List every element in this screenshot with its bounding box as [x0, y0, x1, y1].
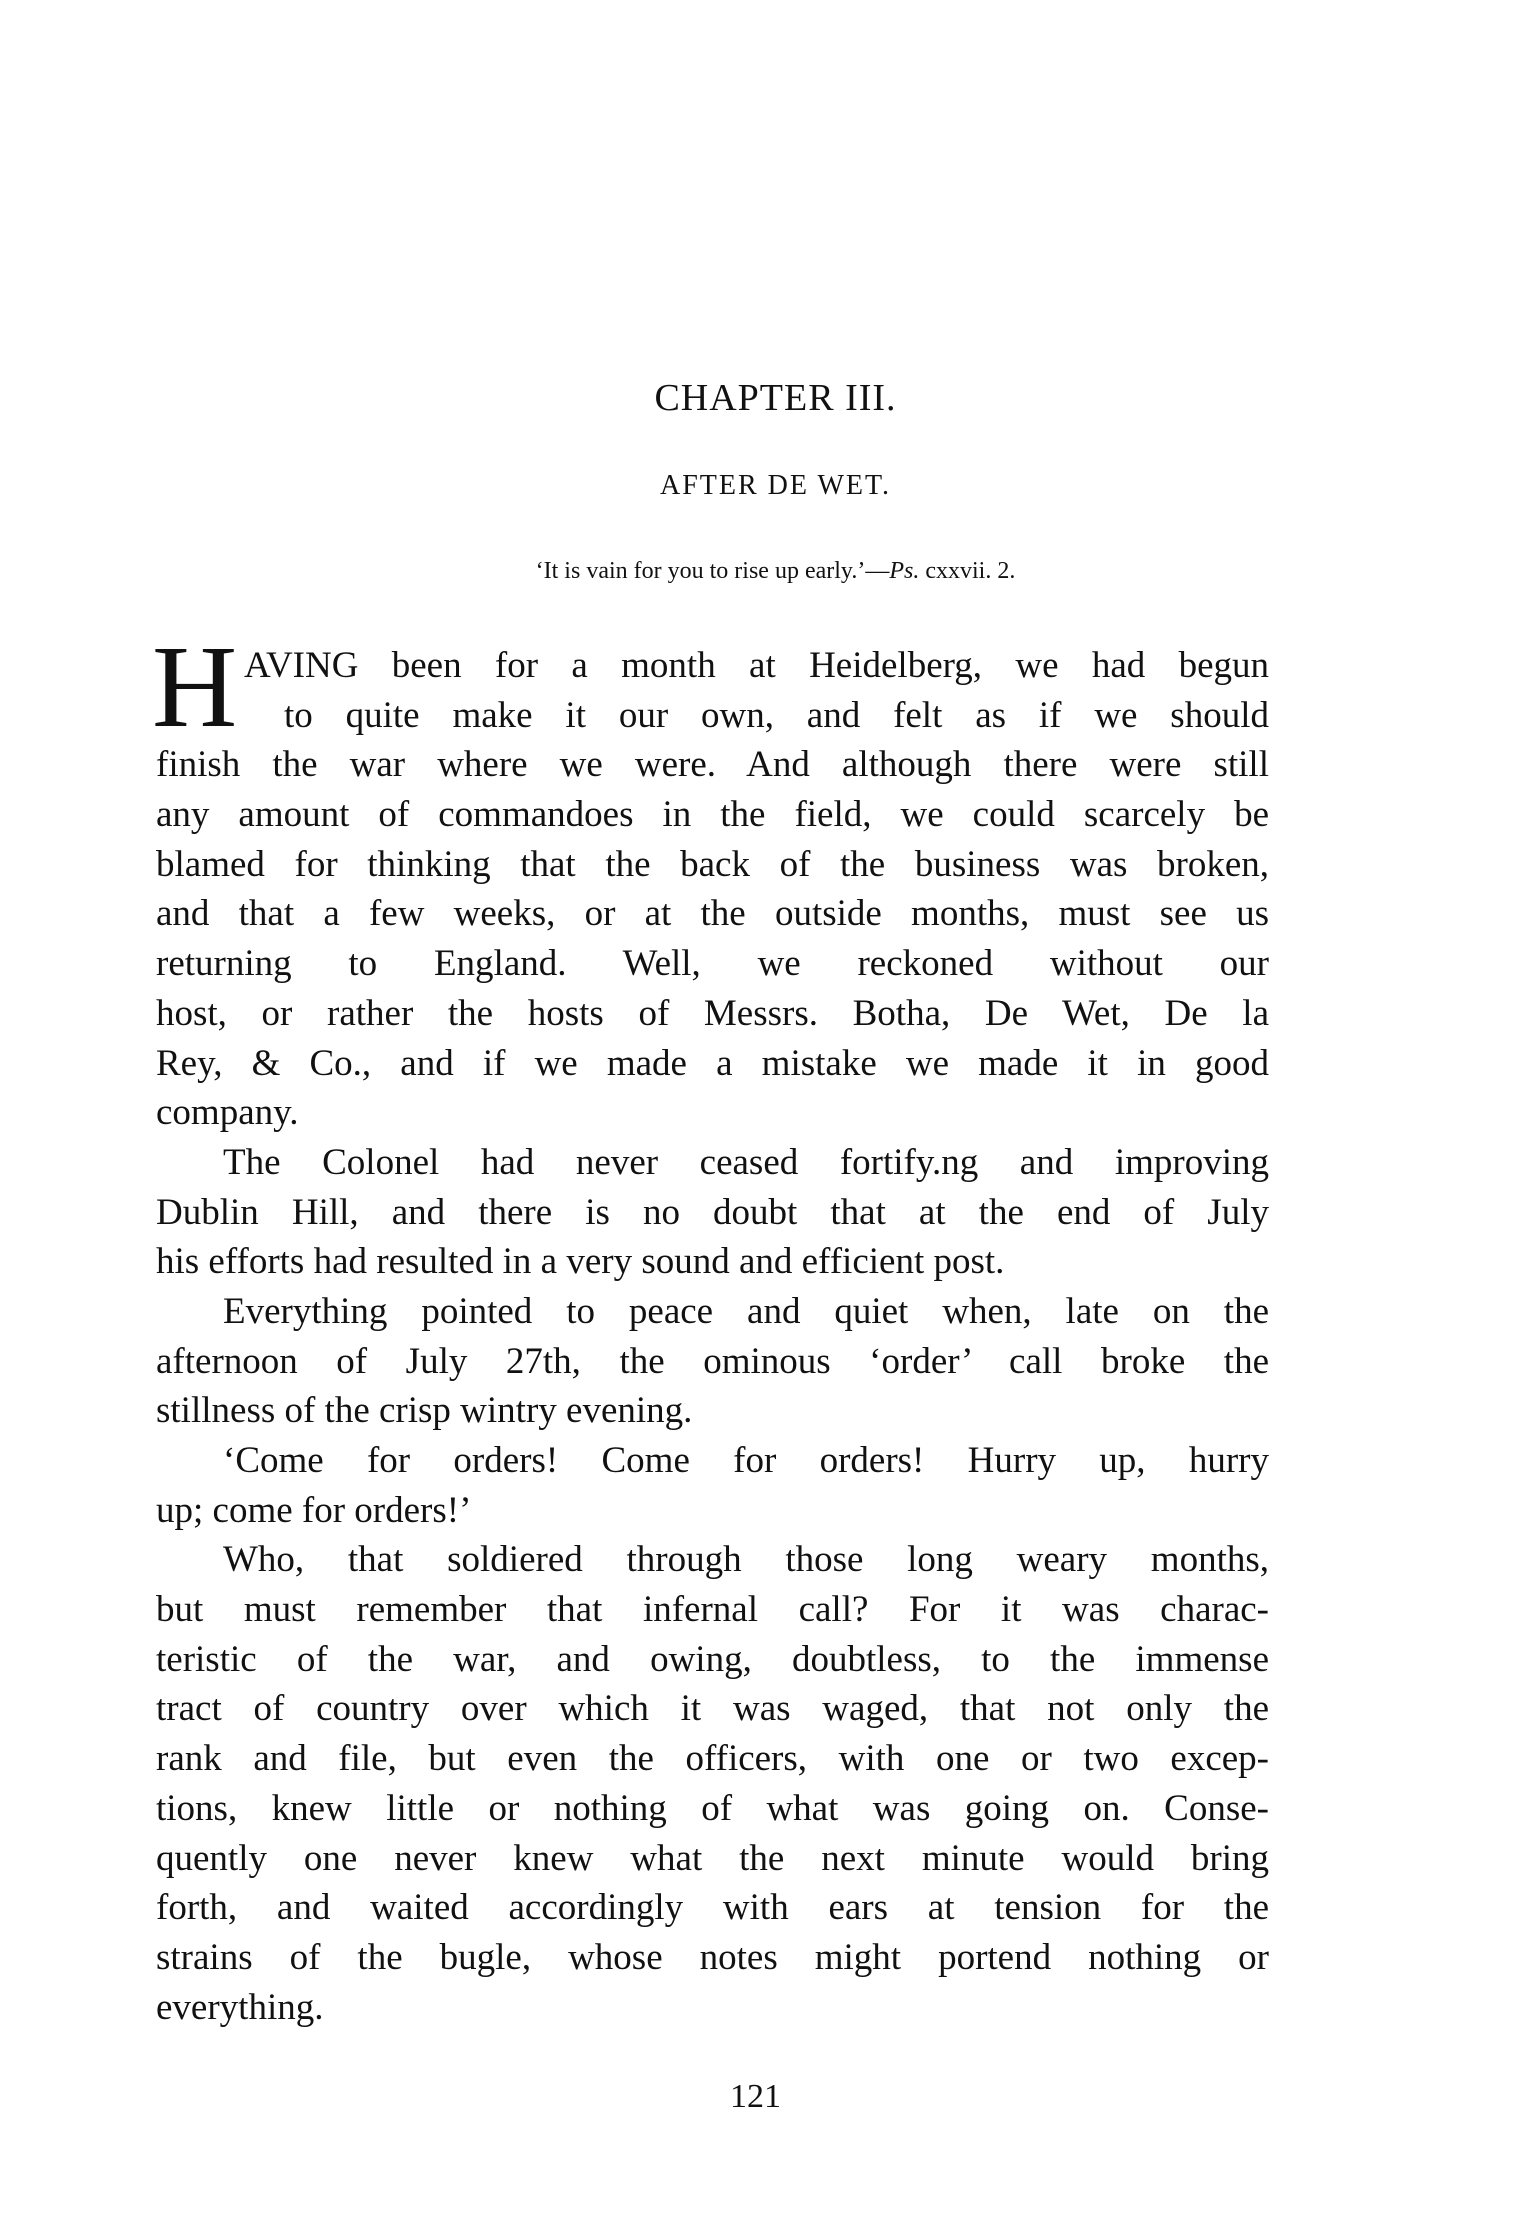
text-line: forth, and waited accordingly with ears at tension for the [156, 1887, 1269, 1929]
epigraph [10, 558, 1531, 585]
text-line: tract of country over which it was waged, that not only the [156, 1688, 1269, 1730]
text-line: everything. [156, 1986, 324, 2028]
text-line: his efforts had resulted in a very sound and efficient post. [156, 1241, 1005, 1283]
page-number: 121 [730, 2078, 781, 2115]
text-line: Rey, & Co., and if we made a mistake we made it in good [156, 1042, 1269, 1084]
text-line: up; come for orders!’ [156, 1489, 472, 1531]
text-line: any amount of commandoes in the field, we could scarcely be [156, 794, 1269, 836]
text-line: strains of the bugle, whose notes might portend nothing or [156, 1936, 1269, 1978]
paragraph [156, 1287, 1269, 1436]
text-line: afternoon of July 27th, the ominous ‘order’ call broke the [156, 1340, 1269, 1382]
text-line: returning to England. Well, we reckoned without our [156, 943, 1269, 985]
text-line: blamed for thinking that the back of the business was broken, [156, 843, 1269, 885]
chapter-title: AFTER DE WET. [659, 470, 892, 501]
paragraph [156, 1535, 1269, 2032]
text-line: company. [156, 1092, 299, 1134]
text-line: finish the war where we were. And although there were still [156, 744, 1269, 786]
text-line: rank and file, but even the officers, with one or two excep- [156, 1738, 1269, 1780]
paragraph [156, 1138, 1269, 1287]
text-line: Everything pointed to peace and quiet when, late on the [223, 1290, 1269, 1332]
text-line: Dublin Hill, and there is no doubt that at the end of July [156, 1191, 1269, 1233]
text-line: quently one never knew what the next minute would bring [156, 1837, 1269, 1879]
paragraph [156, 1436, 1269, 1535]
text-line: host, or rather the hosts of Messrs. Botha, De Wet, De la [156, 992, 1269, 1034]
text-line: but must remember that infernal call? For it was charac- [156, 1589, 1269, 1631]
text-line: teristic of the war, and owing, doubtless, to the immense [156, 1638, 1269, 1680]
chapter-heading: CHAPTER III. [654, 377, 897, 419]
text-line: tions, knew little or nothing of what was going on. Conse- [156, 1787, 1269, 1829]
text-line: Who, that soldiered through those long weary months, [223, 1539, 1269, 1581]
paragraph [156, 641, 1269, 1138]
text-line: ‘Come for orders! Come for orders! Hurry up, hurry [223, 1440, 1269, 1481]
text-line: and that a few weeks, or at the outside months, must see us [156, 893, 1269, 935]
text-line: AVING been for a month at Heidelberg, we had begun [244, 645, 1269, 686]
epigraph-quote: ‘It is vain for you to rise up early.’— [535, 558, 890, 584]
text-line: The Colonel had never ceased fortify.ng and improving [223, 1141, 1269, 1183]
text-line: to quite make it our own, and felt as if we should [284, 694, 1269, 736]
text-line: stillness of the crisp wintry evening. [156, 1390, 693, 1432]
epigraph-source-ref: cxxvii. 2. [919, 558, 1016, 584]
body-text [156, 641, 1269, 2032]
epigraph-source-book: Ps. [889, 558, 920, 584]
drop-cap: H [152, 621, 238, 752]
